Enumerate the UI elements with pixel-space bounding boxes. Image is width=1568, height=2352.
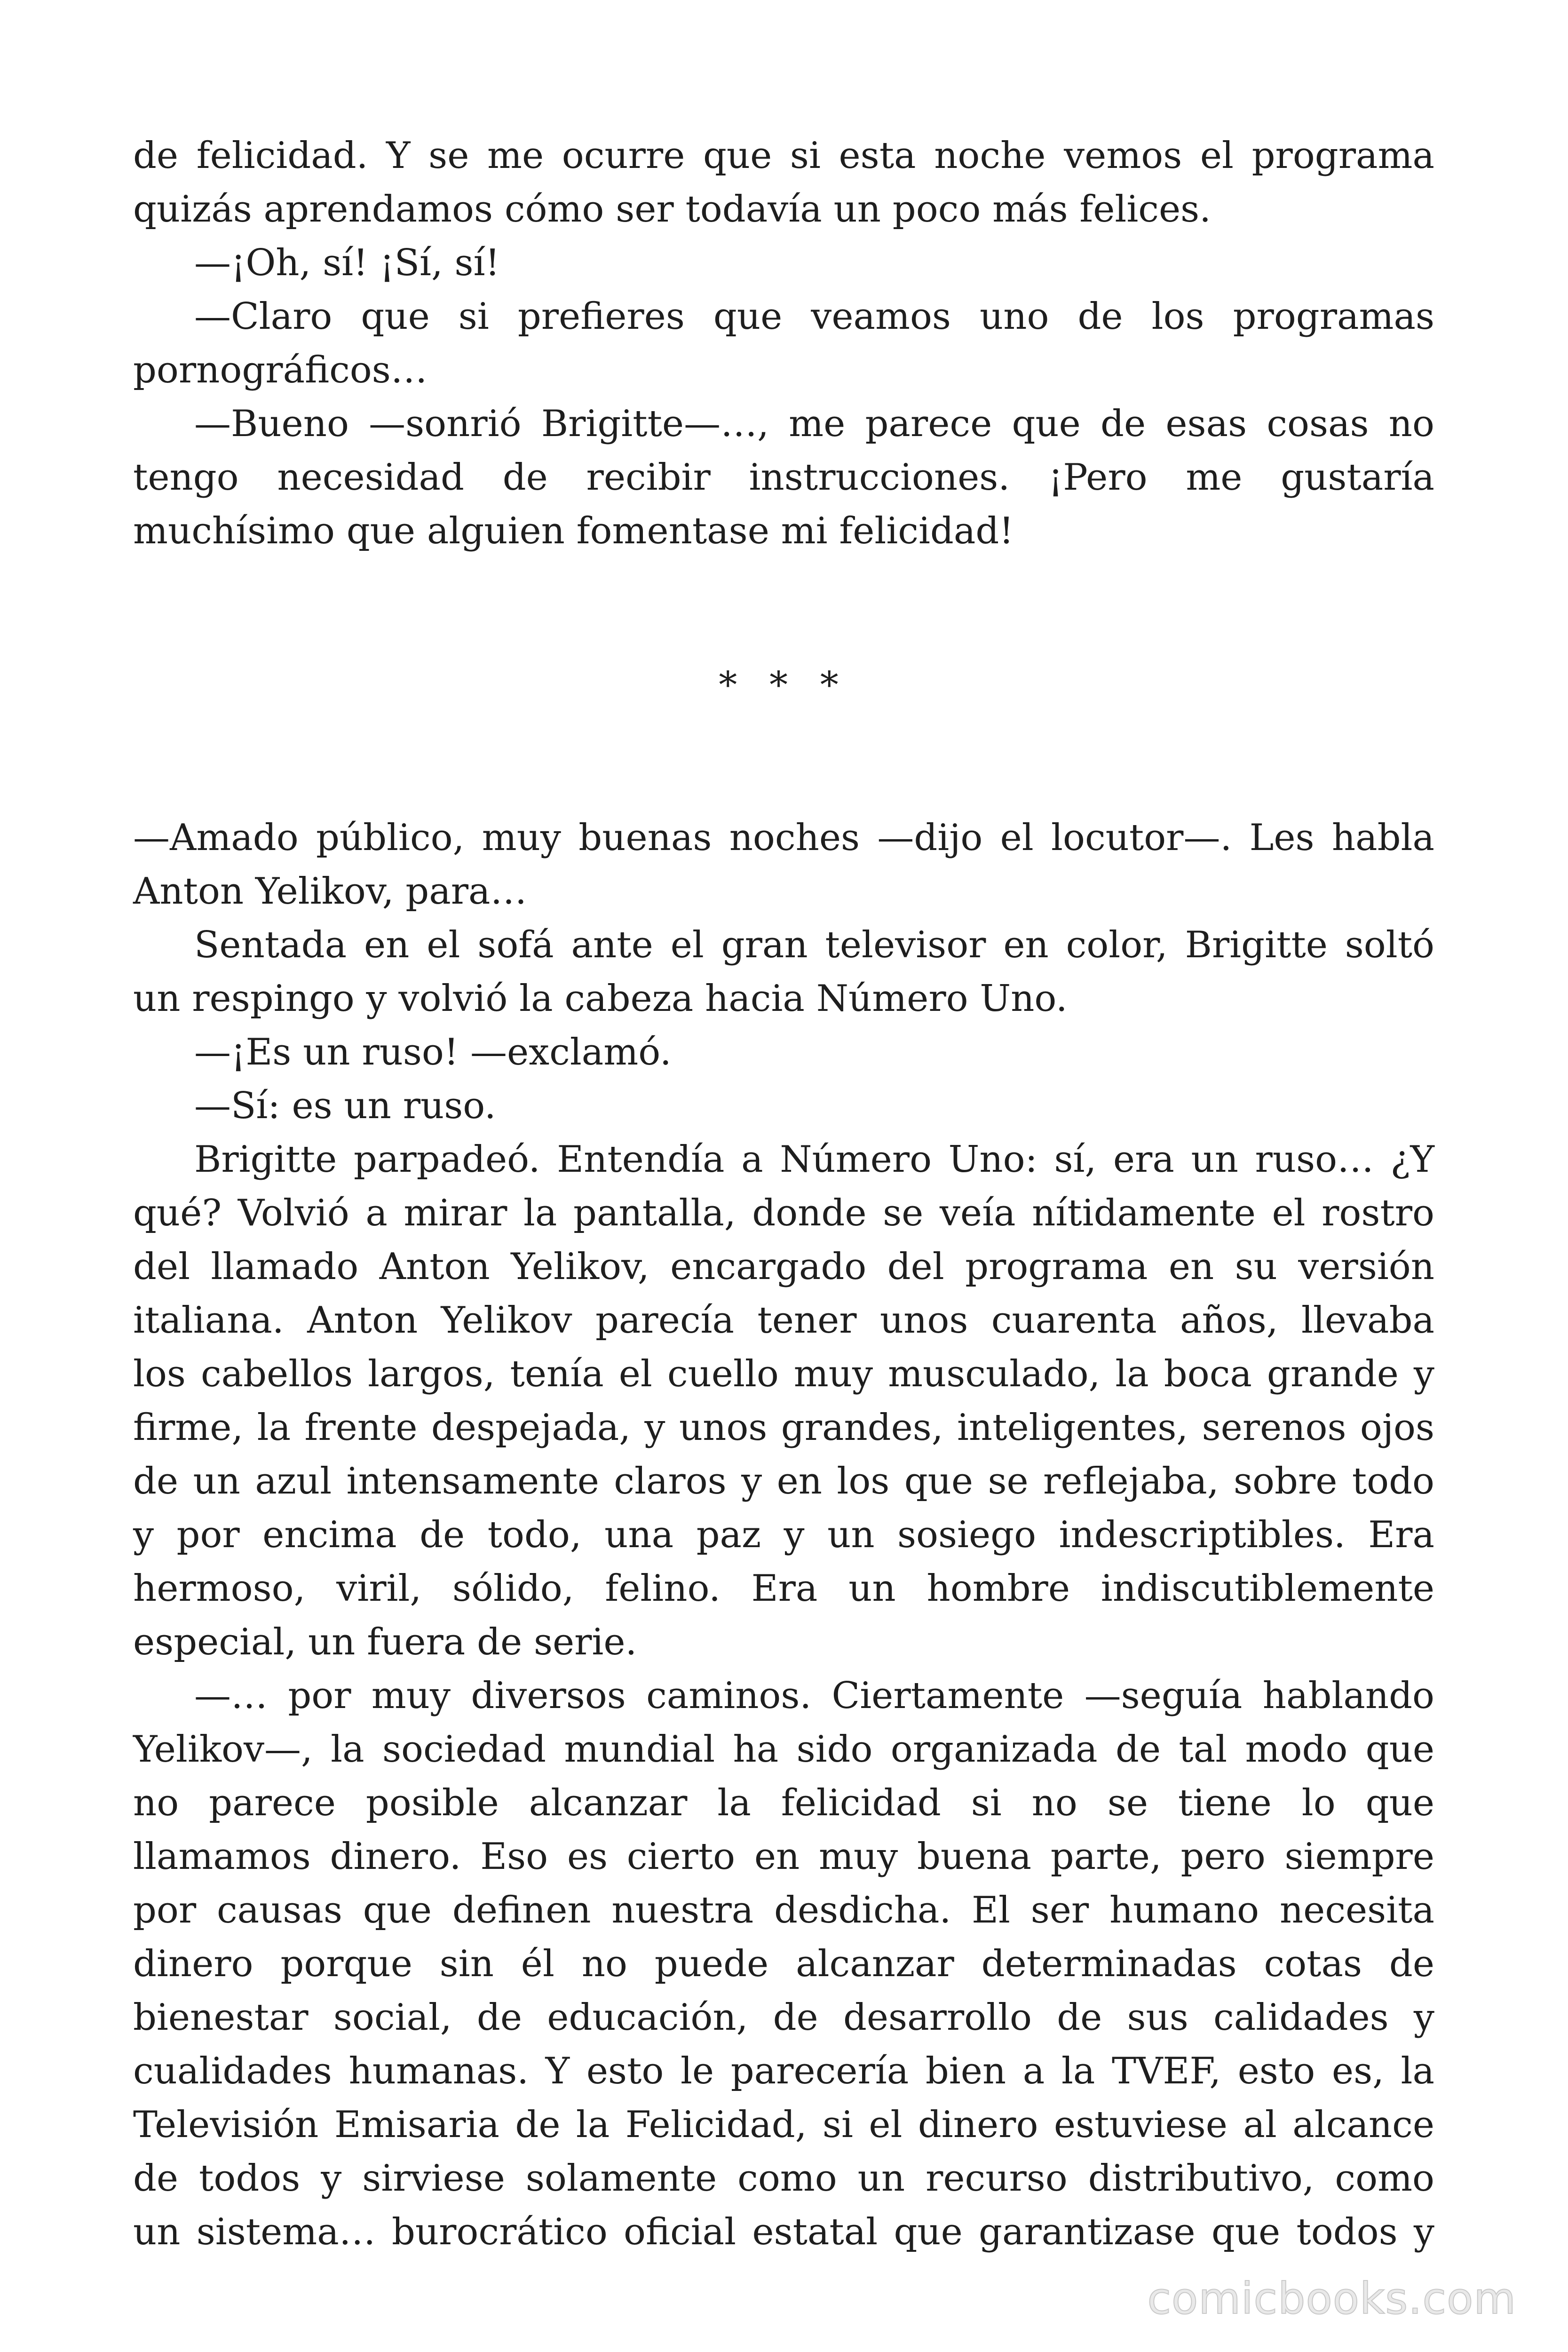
paragraph [133, 1025, 1434, 1079]
text-line: de felicidad. Y se me ocurre que si esta noche vemos el programa [133, 135, 1434, 177]
text-line: dinero porque sin él no puede alcanzar determinadas cotas de [133, 1943, 1434, 1985]
text-line: tengo necesidad de recibir instrucciones. ¡Pero me gustaría [133, 456, 1434, 499]
paragraph [133, 918, 1434, 1025]
text-line: un respingo y volvió la cabeza hacia Número Uno. [133, 977, 1068, 1020]
text-line: los cabellos largos, tenía el cuello muy musculado, la boca grande y [133, 1353, 1434, 1395]
paragraph [133, 236, 1434, 290]
text-line: del llamado Anton Yelikov, encargado del programa en su versión [133, 1246, 1434, 1288]
paragraph [133, 1133, 1434, 1669]
text-line: —Sí: es un ruso. [194, 1085, 496, 1127]
text-block-bottom [133, 811, 1434, 2259]
text-line: bienestar social, de educación, de desarrollo de sus calidades y [133, 1996, 1434, 2039]
text-line: llamamos dinero. Eso es cierto en muy buena parte, pero siempre [133, 1836, 1434, 1878]
paragraph [133, 397, 1434, 558]
text-line: de todos y sirviese solamente como un recurso distributivo, como [133, 2157, 1434, 2200]
text-line: —Amado público, muy buenas noches —dijo el locutor—. Les habla [133, 817, 1434, 859]
text-line: especial, un fuera de serie. [133, 1621, 637, 1663]
page-body [133, 129, 1434, 2259]
text-line: cualidades humanas. Y esto le parecería bien a la TVEF, esto es, la [133, 2050, 1434, 2092]
text-line: —¡Oh, sí! ¡Sí, sí! [194, 242, 500, 284]
text-line: Anton Yelikov, para… [133, 870, 527, 913]
text-line: no parece posible alcanzar la felicidad si no se tiene lo que [133, 1782, 1434, 1824]
text-line: —Claro que si prefieres que veamos uno de los programas [194, 295, 1434, 338]
text-line: por causas que definen nuestra desdicha. El ser humano necesita [133, 1889, 1434, 1931]
text-line: un sistema… burocrático oficial estatal que garantizase que todos y [133, 2211, 1434, 2253]
text-line: Televisión Emisaria de la Felicidad, si el dinero estuviese al alcance [133, 2104, 1434, 2146]
text-line: muchísimo que alguien fomentase mi felicidad! [133, 510, 1014, 552]
text-line: hermoso, viril, sólido, felino. Era un hombre indiscutiblemente [133, 1567, 1434, 1610]
text-line: de un azul intensamente claros y en los que se reflejaba, sobre todo [133, 1460, 1434, 1502]
watermark: comicbooks.com [1147, 2273, 1516, 2324]
section-separator: * * * [719, 664, 849, 707]
text-line: pornográficos… [133, 349, 428, 391]
text-line: —… por muy diversos caminos. Ciertamente —seguía hablando [194, 1675, 1434, 1717]
text-line: Yelikov—, la sociedad mundial ha sido organizada de tal modo que [133, 1728, 1434, 1771]
text-line: Brigitte parpadeó. Entendía a Número Uno: sí, era un ruso… ¿Y [194, 1138, 1434, 1181]
paragraph [133, 1079, 1434, 1133]
paragraph [133, 129, 1434, 236]
text-line: Sentada en el sofá ante el gran televisor en color, Brigitte soltó [194, 924, 1434, 966]
text-line: —Bueno —sonrió Brigitte—…, me parece que de esas cosas no [194, 403, 1434, 445]
paragraph [133, 1669, 1434, 2259]
text-line: firme, la frente despejada, y unos grandes, inteligentes, serenos ojos [133, 1406, 1434, 1449]
text-line: qué? Volvió a mirar la pantalla, donde se veía nítidamente el rostro [133, 1192, 1434, 1234]
text-line: y por encima de todo, una paz y un sosiego indescriptibles. Era [133, 1514, 1434, 1556]
text-line: italiana. Anton Yelikov parecía tener unos cuarenta años, llevaba [133, 1299, 1434, 1342]
text-block-top [133, 129, 1434, 558]
text-line: —¡Es un ruso! —exclamó. [194, 1031, 672, 1073]
text-line: quizás aprendamos cómo ser todavía un poco más felices. [133, 188, 1211, 230]
paragraph [133, 290, 1434, 397]
paragraph [133, 811, 1434, 918]
